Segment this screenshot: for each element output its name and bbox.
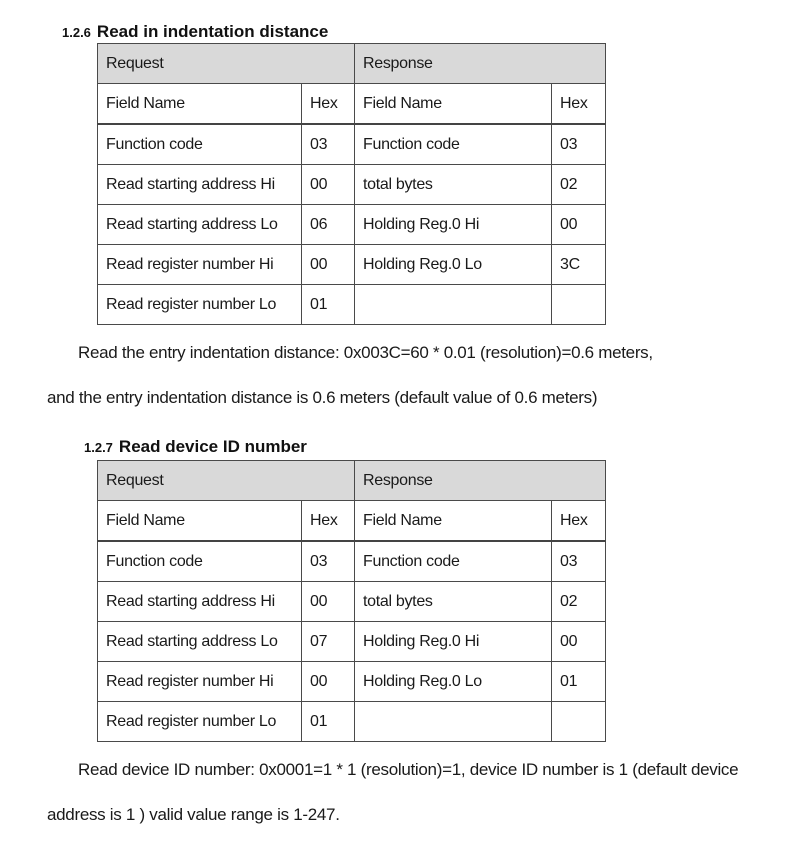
section-title: Read in indentation distance <box>96 22 329 41</box>
table-row <box>98 582 606 622</box>
section-heading <box>84 437 307 457</box>
cell: 00 <box>302 662 355 702</box>
cell <box>552 285 606 325</box>
cell: 03 <box>552 541 606 582</box>
column-header: Field Name <box>355 84 552 125</box>
cell: Read register number Hi <box>98 662 302 702</box>
table-row <box>98 205 606 245</box>
cell: Holding Reg.0 Hi <box>355 205 552 245</box>
cell: 00 <box>552 622 606 662</box>
cell: 03 <box>302 541 355 582</box>
table-column-row <box>98 501 606 542</box>
table-group-row <box>98 461 606 501</box>
cell: 06 <box>302 205 355 245</box>
cell: Read starting address Hi <box>98 582 302 622</box>
table-row <box>98 662 606 702</box>
cell: Read register number Hi <box>98 245 302 285</box>
cell <box>552 702 606 742</box>
cell: 01 <box>302 285 355 325</box>
response-header: Response <box>355 461 606 501</box>
cell: 07 <box>302 622 355 662</box>
cell: Read register number Lo <box>98 702 302 742</box>
paragraph-line: address is 1 ) valid value range is 1-247. <box>47 805 340 824</box>
paragraph-line: Read device ID number: 0x0001=1 * 1 (resolution)=1, device ID number is 1 (default device <box>78 760 739 779</box>
cell: 00 <box>302 165 355 205</box>
cell: 01 <box>302 702 355 742</box>
table-row <box>98 622 606 662</box>
cell: 00 <box>302 582 355 622</box>
section-heading <box>62 22 328 42</box>
column-header: Field Name <box>98 501 302 542</box>
section-number: 1.2.6 <box>62 25 91 40</box>
table-row <box>98 245 606 285</box>
cell: 02 <box>552 582 606 622</box>
paragraph-line: and the entry indentation distance is 0.6 meters (default value of 0.6 meters) <box>47 388 598 407</box>
cell: 01 <box>552 662 606 702</box>
table-row <box>98 165 606 205</box>
section-number: 1.2.7 <box>84 440 113 455</box>
table-row <box>98 285 606 325</box>
cell <box>355 285 552 325</box>
cell: Holding Reg.0 Hi <box>355 622 552 662</box>
cell: Function code <box>98 124 302 165</box>
table-row <box>98 541 606 582</box>
cell: Read starting address Lo <box>98 205 302 245</box>
cell: Function code <box>355 541 552 582</box>
cell: total bytes <box>355 165 552 205</box>
cell: total bytes <box>355 582 552 622</box>
table-group-row <box>98 44 606 84</box>
cell: 03 <box>552 124 606 165</box>
cell: 03 <box>302 124 355 165</box>
table-row <box>98 702 606 742</box>
cell: Read starting address Hi <box>98 165 302 205</box>
cell: 00 <box>302 245 355 285</box>
cell: 00 <box>552 205 606 245</box>
table-row <box>98 124 606 165</box>
register-table <box>97 460 606 742</box>
cell: Read register number Lo <box>98 285 302 325</box>
column-header: Hex <box>302 84 355 125</box>
register-table <box>97 43 606 325</box>
column-header: Hex <box>302 501 355 542</box>
request-header: Request <box>98 461 355 501</box>
table-column-row <box>98 84 606 125</box>
column-header: Field Name <box>355 501 552 542</box>
paragraph-line: Read the entry indentation distance: 0x003C=60 * 0.01 (resolution)=0.6 meters, <box>78 343 653 362</box>
request-header: Request <box>98 44 355 84</box>
cell: Read starting address Lo <box>98 622 302 662</box>
cell: Function code <box>355 124 552 165</box>
section-title: Read device ID number <box>118 437 307 456</box>
response-header: Response <box>355 44 606 84</box>
cell: Function code <box>98 541 302 582</box>
cell: 3C <box>552 245 606 285</box>
cell: Holding Reg.0 Lo <box>355 662 552 702</box>
column-header: Hex <box>552 84 606 125</box>
cell <box>355 702 552 742</box>
cell: 02 <box>552 165 606 205</box>
column-header: Field Name <box>98 84 302 125</box>
column-header: Hex <box>552 501 606 542</box>
cell: Holding Reg.0 Lo <box>355 245 552 285</box>
